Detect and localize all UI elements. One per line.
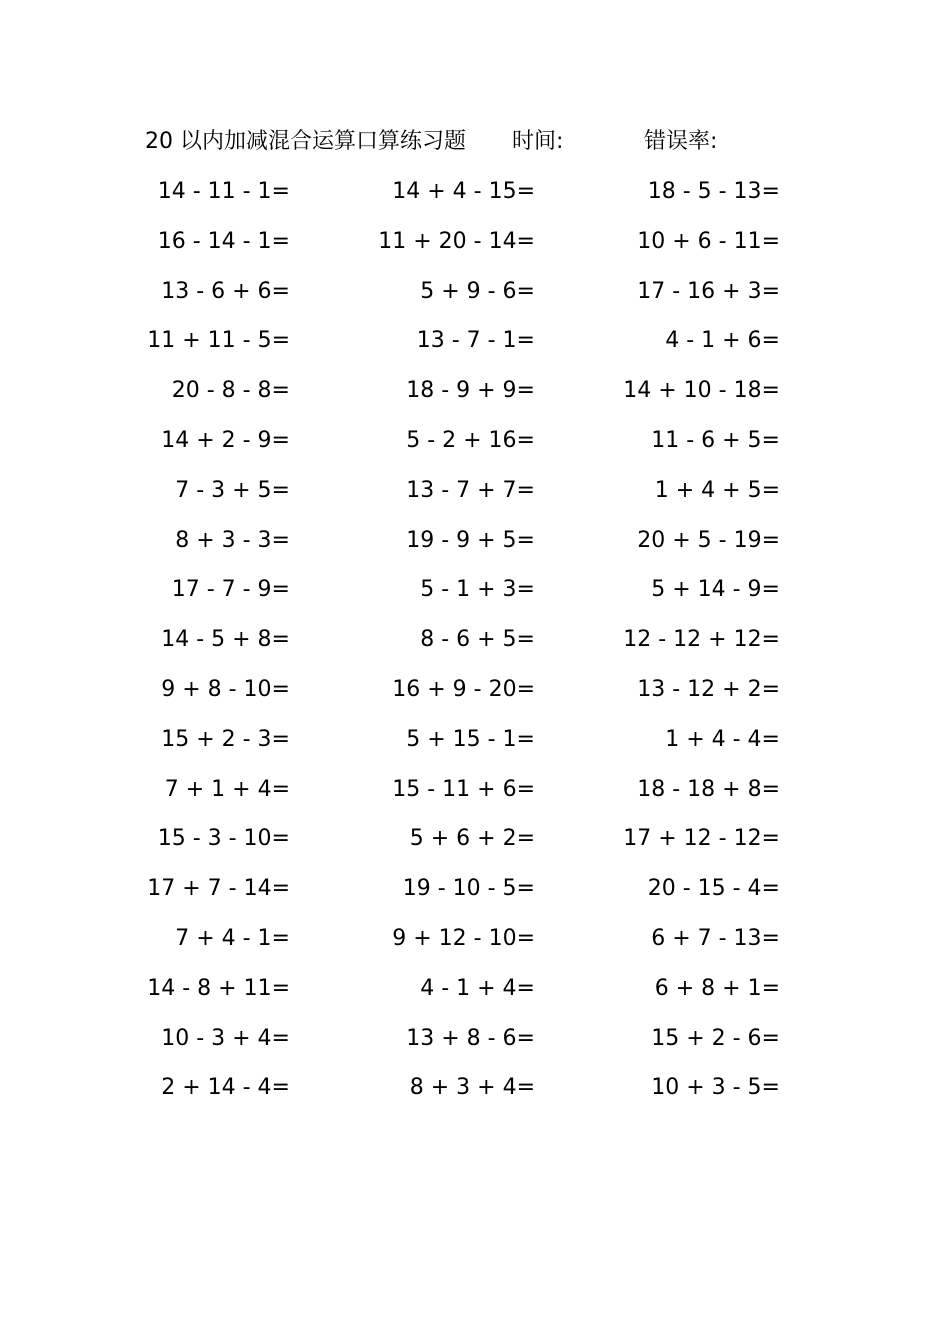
problem-row	[0, 272, 950, 322]
problem-row	[0, 471, 950, 521]
math-problem: 5 - 1 + 3=	[420, 577, 535, 603]
math-problem: 13 - 7 + 7=	[406, 477, 535, 503]
math-problem: 5 + 6 + 2=	[409, 826, 535, 852]
problem-row	[0, 919, 950, 969]
math-problem: 15 - 3 - 10=	[157, 826, 290, 852]
math-problem: 11 - 6 + 5=	[651, 427, 780, 453]
math-problem: 7 + 4 - 1=	[175, 925, 290, 951]
math-problem: 5 + 14 - 9=	[651, 577, 780, 603]
math-problem: 14 - 5 + 8=	[161, 627, 290, 653]
math-problem: 13 + 8 - 6=	[406, 1025, 535, 1051]
math-problem: 12 - 12 + 12=	[623, 627, 780, 653]
math-problem: 9 + 12 - 10=	[392, 925, 535, 951]
math-problem: 10 + 3 - 5=	[651, 1075, 780, 1101]
math-problem: 14 + 2 - 9=	[161, 427, 290, 453]
problem-row	[0, 421, 950, 471]
math-problem: 13 - 7 - 1=	[416, 328, 535, 354]
math-problem: 5 + 15 - 1=	[406, 726, 535, 752]
problem-row	[0, 222, 950, 272]
math-problem: 17 + 12 - 12=	[623, 826, 780, 852]
math-problem: 1 + 4 - 4=	[665, 726, 780, 752]
error-rate-label: 错误率:	[644, 129, 718, 154]
problem-row	[0, 869, 950, 919]
math-problem: 14 + 4 - 15=	[392, 179, 535, 204]
math-problem: 18 - 9 + 9=	[406, 378, 535, 404]
math-problem: 17 - 7 - 9=	[171, 577, 290, 603]
time-label: 时间:	[512, 129, 564, 154]
math-problem: 13 - 6 + 6=	[161, 278, 290, 304]
problem-row	[0, 321, 950, 371]
problem-row	[0, 1019, 950, 1069]
problem-row	[0, 620, 950, 670]
math-problem: 14 + 10 - 18=	[623, 378, 780, 404]
math-problem: 8 + 3 + 4=	[409, 1075, 535, 1101]
math-problem: 14 - 11 - 1=	[157, 179, 290, 204]
math-problem: 16 - 14 - 1=	[157, 228, 290, 254]
math-problem: 10 + 6 - 11=	[637, 228, 780, 254]
math-problem: 11 + 11 - 5=	[147, 328, 290, 354]
problem-row	[0, 371, 950, 421]
math-problem: 10 - 3 + 4=	[161, 1025, 290, 1051]
math-problem: 11 + 20 - 14=	[378, 228, 535, 254]
math-problem: 19 - 9 + 5=	[406, 527, 535, 553]
math-problem: 7 - 3 + 5=	[175, 477, 290, 503]
math-problem: 17 + 7 - 14=	[147, 876, 290, 902]
math-problem: 8 + 3 - 3=	[175, 527, 290, 553]
math-problem: 6 + 7 - 13=	[651, 925, 780, 951]
math-problem: 20 - 8 - 8=	[171, 378, 290, 404]
math-problem: 17 - 16 + 3=	[637, 278, 780, 304]
math-problem: 4 - 1 + 4=	[420, 975, 535, 1001]
math-problem: 4 - 1 + 6=	[665, 328, 780, 354]
math-problem: 18 - 18 + 8=	[637, 776, 780, 802]
math-problem: 18 - 5 - 13=	[647, 179, 780, 204]
problem-row	[0, 969, 950, 1019]
math-problem: 1 + 4 + 5=	[654, 477, 780, 503]
math-problem: 7 + 1 + 4=	[164, 776, 290, 802]
math-problem: 6 + 8 + 1=	[654, 975, 780, 1001]
problem-row	[0, 819, 950, 869]
math-problem: 20 - 15 - 4=	[647, 876, 780, 902]
math-problem: 15 + 2 - 3=	[161, 726, 290, 752]
problem-row	[0, 770, 950, 820]
problem-row	[0, 720, 950, 770]
problem-row	[0, 570, 950, 620]
math-problem: 9 + 8 - 10=	[161, 676, 290, 702]
math-problem: 8 - 6 + 5=	[420, 627, 535, 653]
math-problem: 20 + 5 - 19=	[637, 527, 780, 553]
math-problem: 19 - 10 - 5=	[402, 876, 535, 902]
math-problem: 2 + 14 - 4=	[161, 1075, 290, 1101]
math-problem: 16 + 9 - 20=	[392, 676, 535, 702]
problem-row	[0, 1068, 950, 1118]
worksheet-title: 20 以内加减混合运算口算练习题	[145, 129, 466, 154]
math-problem: 13 - 12 + 2=	[637, 676, 780, 702]
problem-grid	[0, 172, 950, 1118]
math-problem: 14 - 8 + 11=	[147, 975, 290, 1001]
math-problem: 15 + 2 - 6=	[651, 1025, 780, 1051]
problem-row	[0, 670, 950, 720]
problem-row	[0, 172, 950, 222]
worksheet-header	[0, 124, 950, 160]
math-problem: 15 - 11 + 6=	[392, 776, 535, 802]
math-problem: 5 - 2 + 16=	[406, 427, 535, 453]
problem-row	[0, 521, 950, 571]
math-problem: 5 + 9 - 6=	[420, 278, 535, 304]
